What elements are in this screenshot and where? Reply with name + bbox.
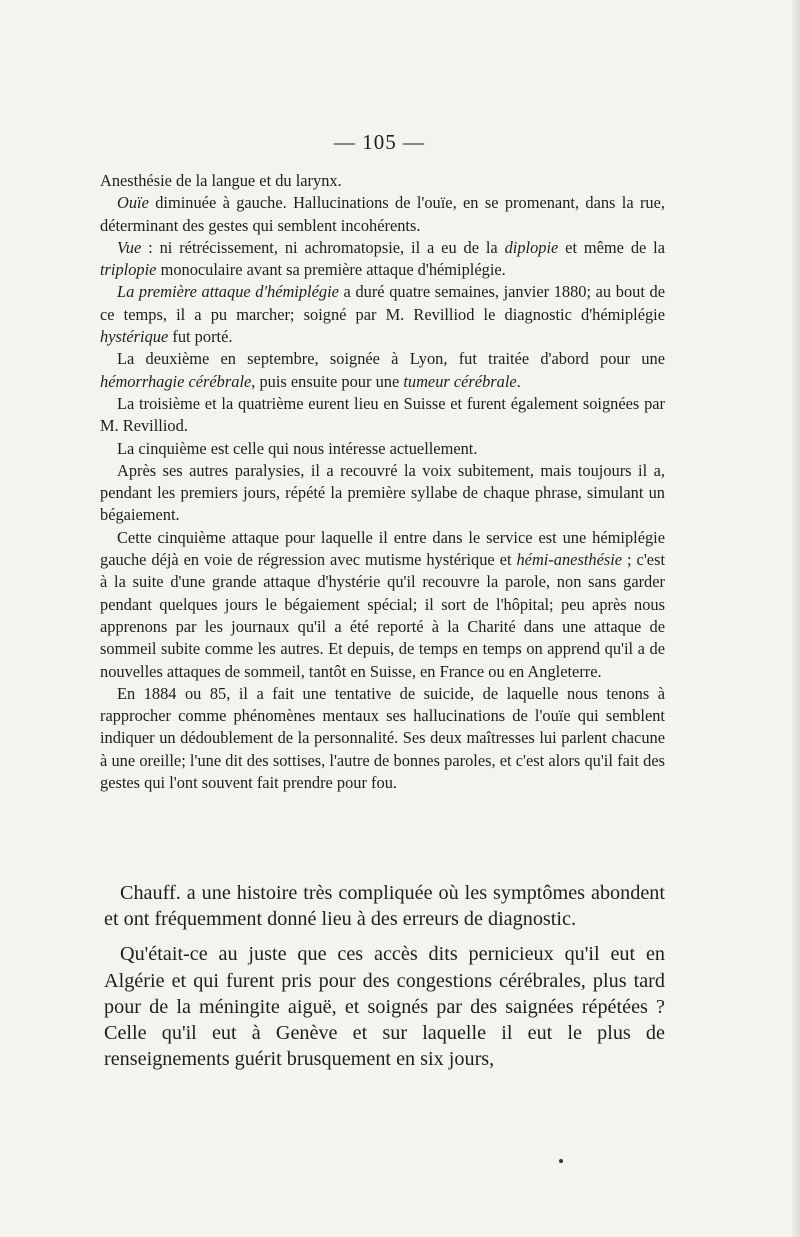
italic-run: tumeur cérébrale (403, 371, 517, 391)
small-paragraph (100, 192, 665, 237)
small-paragraph (100, 683, 665, 794)
small-paragraph (100, 438, 665, 460)
italic-run: Vue (117, 237, 142, 257)
text-run: . (516, 371, 521, 391)
text-run: Cette cinquième attaque pour laquelle il entre dans le service est une hémiplégie gauche déjà en voie de régression avec mutisme hystérique et (100, 527, 665, 570)
text-run: ; c'est à la suite d'une grande attaque d'hystérie qu'il recouvre la parole, non sans garder pendant quelques jours le bégaiement spécial; il sort de l'hôpital; peu après nous apprenons par les journaux qu'il a été reporté à la Charité dans une attaque de sommeil subite comme les autres. Et depuis, de temps en temps on apprend qu'il a de nouvelles attaques de sommeil, tantôt en Suisse, en France ou en Angleterre. (100, 550, 665, 681)
small-paragraph (100, 170, 665, 192)
ink-speck (559, 1159, 563, 1163)
page-edge-shadow (792, 0, 800, 1237)
text-run: a duré quatre semaines, janvier 1880; au bout de ce temps, il a pu marcher; soigné par M. Revilliod le diagnostic d'hémiplégie (100, 282, 665, 324)
italic-run: diplopie (504, 237, 559, 257)
small-paragraph (100, 281, 665, 348)
small-paragraph (100, 460, 665, 527)
text-run: et même de la (558, 237, 665, 257)
text-run: La troisième et la quatrième eurent lieu en Suisse et furent également soignées par M. Revilliod. (100, 393, 665, 436)
text-run: En 1884 ou 85, il a fait une tentative de suicide, de laquelle nous tenons à rapprocher comme phénomènes mentaux ses hallucinations de l'ouïe qui semblent indiquer un dédoublement de la personnalité. Ses deux maîtresses lui parlent chacune à une oreille; l'une dit des sottises, l'autre de bonnes paroles, et c'est alors qu'il fait des gestes qui l'ont souvent fait prendre pour fou. (100, 683, 665, 793)
text-run: fut porté. (168, 327, 233, 347)
italic-run: Ouïe (117, 193, 149, 213)
italic-run: La première attaque d'hémiplégie (117, 282, 339, 302)
page-number: — 105 — (334, 130, 425, 154)
text-run: La cinquième est celle qui nous intéresse actuellement. (117, 438, 478, 458)
text-run: monoculaire avant sa première attaque d'hémiplégie. (156, 260, 506, 280)
italic-run: hémi-anesthésie (516, 550, 623, 570)
italic-run: triplopie (100, 260, 157, 280)
text-run: La deuxième en septembre, soignée à Lyon, fut traitée d'abord pour une (117, 349, 665, 369)
text-run: Après ses autres paralysies, il a recouvré la voix subitement, mais toujours il a, pendant les premiers jours, répété la première syllabe de chaque phrase, simulant un bégaiement. (100, 460, 665, 525)
small-paragraph (100, 237, 665, 282)
text-run: Anesthésie de la langue et du larynx. (100, 171, 342, 190)
text-run: Qu'était-ce au juste que ces accès dits pernicieux qu'il eut en Algérie et qui furent pris pour des congestions cérébrales, plus tard pour de la méningite aiguë, et soignés par des saignées répétées ? Celle qu'il eut à Genève et sur laquelle il eut le plus de renseignements guérit brusquement en six jours, (104, 943, 665, 1071)
small-paragraph (100, 527, 665, 683)
main-paragraph (104, 880, 665, 932)
italic-run: hémorrhagie cérébrale (100, 371, 252, 391)
text-run: diminuée à gauche. Hallucinations de l'ouïe, en se promenant, dans la rue, déterminant des gestes qui semblent incohérents. (100, 193, 665, 235)
text-run: Chauff. a une histoire très compliquée où les symptômes abondent et ont fréquemment donné lieu à des erreurs de diagnostic. (104, 882, 665, 931)
main-paragraph (104, 941, 665, 1072)
text-run: : ni rétrécissement, ni achromatopsie, il a eu de la (141, 237, 505, 257)
small-print-section (100, 170, 665, 794)
small-paragraph (100, 393, 665, 438)
italic-run: hystérique (100, 327, 169, 347)
small-paragraph (100, 348, 665, 393)
main-text-section (104, 880, 665, 1072)
text-run: , puis ensuite pour une (251, 371, 404, 391)
